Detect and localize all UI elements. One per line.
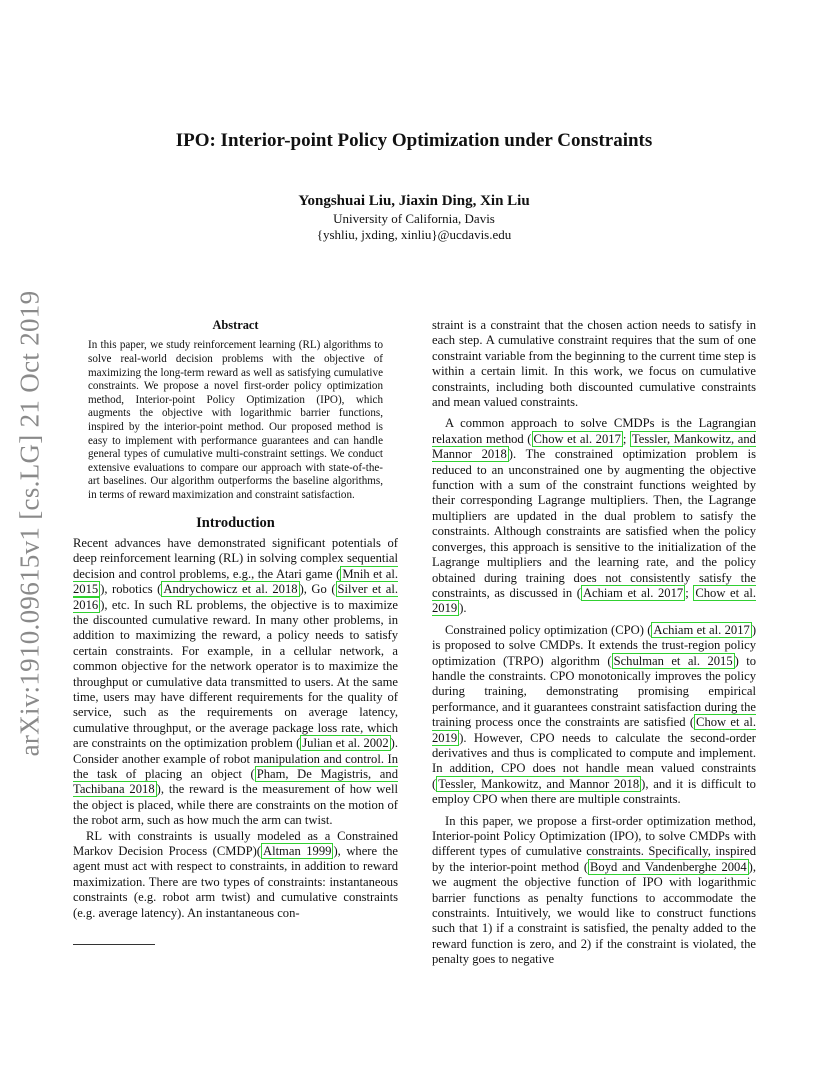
right-column	[432, 318, 756, 968]
citation-link[interactable]: Tessler, Mankowitz, and Mannor 2018	[432, 431, 756, 462]
citation-link[interactable]: Achiam et al. 2017	[582, 585, 684, 600]
citation-link[interactable]: Chow et al. 2017	[533, 431, 621, 446]
author-names: Yongshuai Liu, Jiaxin Ding, Xin Liu	[298, 193, 530, 209]
citation-link[interactable]: Boyd and Vandenberghe 2004	[590, 859, 747, 874]
citation-link[interactable]: Chow et al. 2019	[432, 715, 756, 745]
arxiv-stamp	[8, 288, 52, 758]
citation-link[interactable]: Pham, De Magistris, and Tachibana 2018	[73, 767, 398, 797]
citation-link[interactable]: Julian et al. 2002	[302, 736, 389, 751]
right-paragraph-3: Constrained policy optimization (CPO) ( Achiam et al. 2017 ) is proposed to solve CMDPs. It extends the trust-region policy optimization (TRPO) algorithm ( Schulman et al. 2015 ) to handle the constraints. CPO monotonically improves the policy during training, demonstrating promising empirical performance, and it guarantees constraint satisfaction during the training process once the constraints are satisfied ( Chow et al. 2019 ). However, CPO needs to calculate the second-order derivatives and thus is complicated to compute and implement. In addition, CPO does not handle mean valued constraints ( Tessler, Mankowitz, and Mannor 2018 ), and it is difficult to employ CPO when there are multiple constraints.	[432, 622, 757, 807]
right-paragraph-1: straint is a constraint that the chosen action needs to satisfy in each step. A cumulative constraint requires that the sum of one constraint variable from the beginning to the current time step is within a certain limit. In this work, we focus on cumulative constraints, including both discounted cumulative constraints and mean valued constraints.	[432, 318, 756, 410]
intro-paragraph-2: RL with constraints is usually modeled as a Constrained Markov Decision Process (CMDP)( Altman 1999 ), where the agent must act with respect to constraints, in addition to reward maximization. There are two types of constraints: instantaneous constraints (e.g. robot arm twist) and cumulative constraints (e.g. average latency). An instantaneous con-	[73, 828, 398, 920]
citation-link[interactable]: Andrychowicz et al. 2018	[163, 582, 298, 597]
citation-link[interactable]: Tessler, Mankowitz, and Mannor 2018	[438, 776, 640, 791]
citation-link[interactable]: Schulman et al. 2015	[613, 653, 733, 668]
left-column	[73, 318, 398, 921]
paper-title: IPO: Interior-point Policy Optimization under Constraints	[175, 130, 653, 151]
citation-link[interactable]: Chow et al. 2019	[432, 585, 756, 616]
abstract-heading: Abstract	[212, 318, 259, 332]
author-email: {yshliu, jxding, xinliu}@ucdavis.edu	[316, 227, 512, 242]
citation-link[interactable]: Altman 1999	[262, 844, 332, 859]
citation-link[interactable]: Achiam et al. 2017	[653, 622, 750, 637]
footnote-rule	[73, 944, 155, 945]
introduction-heading: Introduction	[196, 514, 275, 531]
author-affiliation: University of California, Davis	[333, 211, 495, 226]
citation-link[interactable]: Silver et al. 2016	[73, 582, 398, 612]
arxiv-stamp-text: arXiv:1910.09615v1 [cs.LG] 21 Oct 2019	[14, 290, 45, 756]
right-paragraph-4: In this paper, we propose a first-order optimization method, Interior-point Policy Optimization (IPO), to solve CMDPs with different types of cumulative constraints. Specifically, inspired by the interior-point method ( Boyd and Vandenberghe 2004 ), we augment the objective function of IPO with logarithmic barrier functions as penalty functions to accommodate the constraints. Intuitively, we would like to construct functions such that 1) if a constraint is satisfied, the penalty added to the reward function is zero, and 2) if the constraint is violated, the penalty goes to negative	[432, 813, 756, 967]
intro-paragraph-1: Recent advances have demonstrated significant potentials of deep reinforcement learning (RL) in solving complex sequential decision and control problems, e.g., the Atari game ( Mnih et al. 2015 ), robotics ( Andrychowicz et al. 2018 ), Go ( Silver et al. 2016 ), etc. In such RL problems, the objective is to maximize the discounted cumulative reward. In many other problems, in addition to maximizing the reward, a policy needs to satisfy certain constraints. For example, in a cellular network, a common objective for the network operator is to maximize the throughput or cumulative data transmitted to users. At the same time, users may have different requirements for the quality of service, such as the requirements on average latency, cumulative throughput, or the average package loss rate, which are constraints on the optimization problem ( Julian et al. 2002 ). Consider another example of robot manipulation and control. In the task of placing an object ( Pham, De Magistris, and Tachibana 2018 ), the reward is the measurement of how well the object is placed, while there are constraints on the motion of the robot arm, such as how much the arm can twist.	[73, 535, 398, 828]
author-block	[0, 192, 828, 243]
right-paragraph-2: A common approach to solve CMDPs is the Lagrangian relaxation method ( Chow et al. 2017 ; Tessler, Mankowitz, and Mannor 2018 ). The constrained optimization problem is reduced to an unconstrained one by augmenting the objective function with a sum of the constraint functions weighted by their corresponding Lagrange multipliers. Then, the Lagrange multipliers are updated in the dual problem to satisfy the constraints. Although constraints are satisfied when the policy converges, this approach is sensitive to the initialization of the Lagrange multipliers and the learning rate, and the policy obtained during training does not consistently satisfy the constraints, as discussed in ( Achiam et al. 2017 ; Chow et al. 2019 ).	[432, 416, 756, 616]
citation-link[interactable]: Mnih et al. 2015	[73, 566, 398, 597]
abstract-text: In this paper, we study reinforcement learning (RL) algorithms to solve real-world decision problems with the objective of maximizing the long-term reward as well as satisfying cumulative constraints. We propose a novel first-order policy optimization method, Interior-point Policy Optimization (IPO), which augments the objective with logarithmic barrier functions, inspired by the interior-point method. Our proposed method is easy to implement with performance guarantees and can handle general types of cumulative multi-constraint settings. We conduct extensive evaluations to compare our approach with state-of-the-art baselines. Our algorithm outperforms the baseline algorithms, in terms of reward maximization and constraint satisfaction.	[88, 339, 383, 501]
